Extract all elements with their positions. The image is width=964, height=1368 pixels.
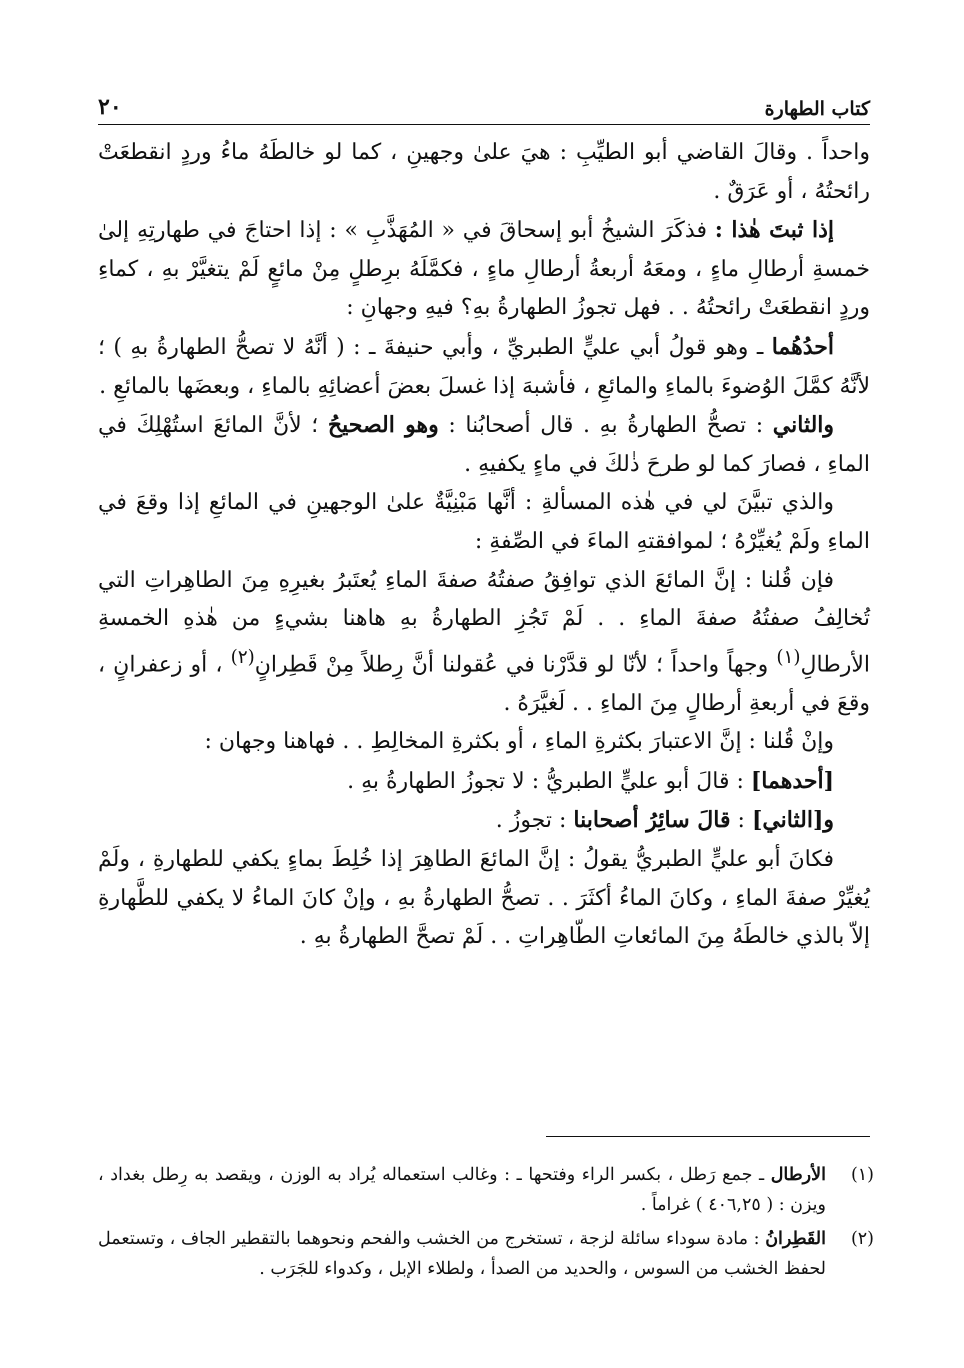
paragraph-6-text-a: فإن قُلنا : إنَّ المائعَ الذي توافِقُ صفتُهُ صفةَ الماءِ يُعتَبرُ بغيرِهِ مِنَ الطاهِراتِ التي تُخالِفُ صفتُهُ صفةَ الماءِ . . لَمْ تَجُزِ الطهارةُ بهِ هاهنا بشيءٍ من هٰذهِ الخمسةِ الأرطالِ — [98, 567, 870, 678]
paragraph-2-text: فذكَرَ الشيخُ أبو إسحاقَ في « المُهَذَّبِ » : إذا احتاجَ في طهارتِهِ إلىٰ خمسةِ أرطالِ ماءٍ ، ومعَهُ أربعةُ أرطالِ ماءٍ ، فكمَّلَهُ برِطلٍ مِنْ مائعٍ لَمْ يتغيَّرْ بهِ ، كماءِ وردٍ انقطعَتْ رائحتُهُ . . فهل تجوزُ الطهارةُ بهِ؟ فيهِ وجهانِ : — [98, 218, 870, 321]
paragraph-3 — [98, 328, 870, 406]
footnote-term: الأرطال — [770, 1165, 826, 1185]
footnote-divider — [546, 1136, 870, 1137]
footnote-2 — [98, 1224, 874, 1284]
paragraph-2-lead: إذا ثبتَ هٰذا : — [714, 217, 835, 244]
paragraph-6-text-c: ، أو زعفرانٍ ، وقعَ في أربعةِ أرطالٍ مِنَ الماءِ . . لَغيَّرَهُ . — [98, 652, 870, 716]
paragraph-4 — [98, 406, 870, 484]
paragraph-8-lead: [أحدهما] — [750, 767, 834, 794]
footnote-number: (٢) — [850, 1229, 874, 1249]
footnote-ref-2[interactable]: (٢) — [230, 646, 255, 668]
paragraph-8-text: : قالَ أبو عليٍّ الطبريُّ : لا تجوزُ الطهارةُ بهِ . — [347, 768, 744, 794]
footnote-body: : مادة سوداء سائلة لزجة ، تستخرج من الخشب والفحم ونحوهما بالتقطير الجاف ، وتستعمل لحفظ الخشب من السوس ، والحديد من الصدأ ، ولطلاء الإبل ، وكدواء للجَرَب . — [98, 1229, 826, 1279]
running-title: كتاب الطهارة — [764, 98, 870, 120]
footnote-body: ـ جمع رَطل ، بكسر الراء وفتحها ـ : وغالب استعماله يُراد به الوزن ، ويقصد به رِطل بغداد ، ويزن : ( ٤٠٦,٢٥ ) غراماً . — [98, 1165, 826, 1215]
footnote-text — [98, 1160, 826, 1220]
paragraph-6-text-b: وجهاً واحداً ؛ لأنّا لو قدَّرْنا في عُقولنا أنَّ رِطلاً مِنْ قَطِرانٍ — [254, 652, 769, 678]
paragraph-9-text-b: : تجوزُ . — [495, 808, 567, 834]
paragraph-3-text: ـ وهو قولُ أبي عليٍّ الطبريِّ ، وأبي حنيفةَ ـ : ( أنَّهُ لا تصحُّ الطهارةُ بهِ ) ؛ لأنَّهُ كمَّلَ الوُضوءَ بالماءِ والمائعِ ، فأشبهَ إذا غسلَ بعضَ أعضائِهِ بالماءِ ، وبعضَها بالمائعِ . — [98, 334, 870, 399]
paragraph-9-lead: [الثاني] — [751, 807, 824, 834]
footnote-text — [98, 1224, 826, 1284]
footnotes — [98, 1160, 874, 1288]
paragraph-9-prefix: و — [823, 807, 834, 834]
paragraph-4-text-a: : تصحُّ الطهارةُ بهِ . قال أصحابُنا : — [448, 413, 764, 439]
paragraph-4-lead: والثاني — [772, 412, 835, 439]
paragraph-8 — [98, 762, 870, 802]
page-header — [98, 84, 870, 125]
paragraph-9-text-a: : — [737, 808, 745, 834]
paragraph-1: واحداً . وقالَ القاضي أبو الطيِّبِ : هيَ علىٰ وجهينِ ، كما لو خالطَهُ ماءُ وردٍ انقطعَتْ رائحتُهُ ، أو عَرَقٌ . — [98, 140, 870, 204]
paragraph-4-text-b: ؛ لأنَّ المائعَ استُهْلِكَ في الماءِ ، فصارَ كما لو طرحَ ذٰلكَ في ماءٍ يكفيهِ . — [98, 413, 870, 477]
footnote-ref-1[interactable]: (١) — [776, 646, 801, 668]
paragraph-7: وإنْ قُلنا : إنَّ الاعتبارَ بكثرةِ الماءِ ، أو بكثرةِ المخالِطِ . . فهاهنا وجهان : — [204, 729, 834, 755]
paragraph-6 — [98, 562, 870, 724]
paragraph-2 — [98, 211, 870, 328]
paragraph-9-emphasis: قالَ سائِرُ أصحابنا — [573, 807, 731, 834]
paragraph-5: والذي تبيَّنَ لي في هٰذه المسألةِ : أنَّها مَبْنِيَّةٌ علىٰ الوجهينِ في المائعِ إذا وقعَ في الماءِ ولَمْ يُغيِّرْهُ ؛ لموافقتهِ الماءَ في الصِّفةِ : — [98, 490, 870, 554]
footnote-number: (١) — [850, 1165, 874, 1185]
paragraph-9 — [98, 801, 870, 841]
footnote-1 — [98, 1160, 874, 1220]
main-text — [98, 134, 870, 1124]
page-number: ٢٠ — [98, 94, 122, 120]
paragraph-4-emphasis: وهو الصحيحُ — [327, 412, 439, 439]
paragraph-3-lead: أحدُهُما — [771, 333, 835, 360]
paragraph-10: فكانَ أبو عليٍّ الطبريُّ يقولُ : إنَّ المائعَ الطاهِرَ إذا خُلِطَ بماءٍ يكفي للطهارةِ ، ولَمْ يُغيِّرْ صفةَ الماءِ ، وكانَ الماءُ أكثَرَ . . تصحُّ الطهارةُ بهِ ، وإنْ كانَ الماءُ لا يكفي للطَّهارةِ إلاّ بالذي خالطَهُ مِنَ المائعاتِ الطّاهِراتِ . . لَمْ تصحَّ الطهارةُ بهِ . — [98, 847, 870, 950]
footnote-term: القَطِرانُ — [765, 1229, 826, 1249]
